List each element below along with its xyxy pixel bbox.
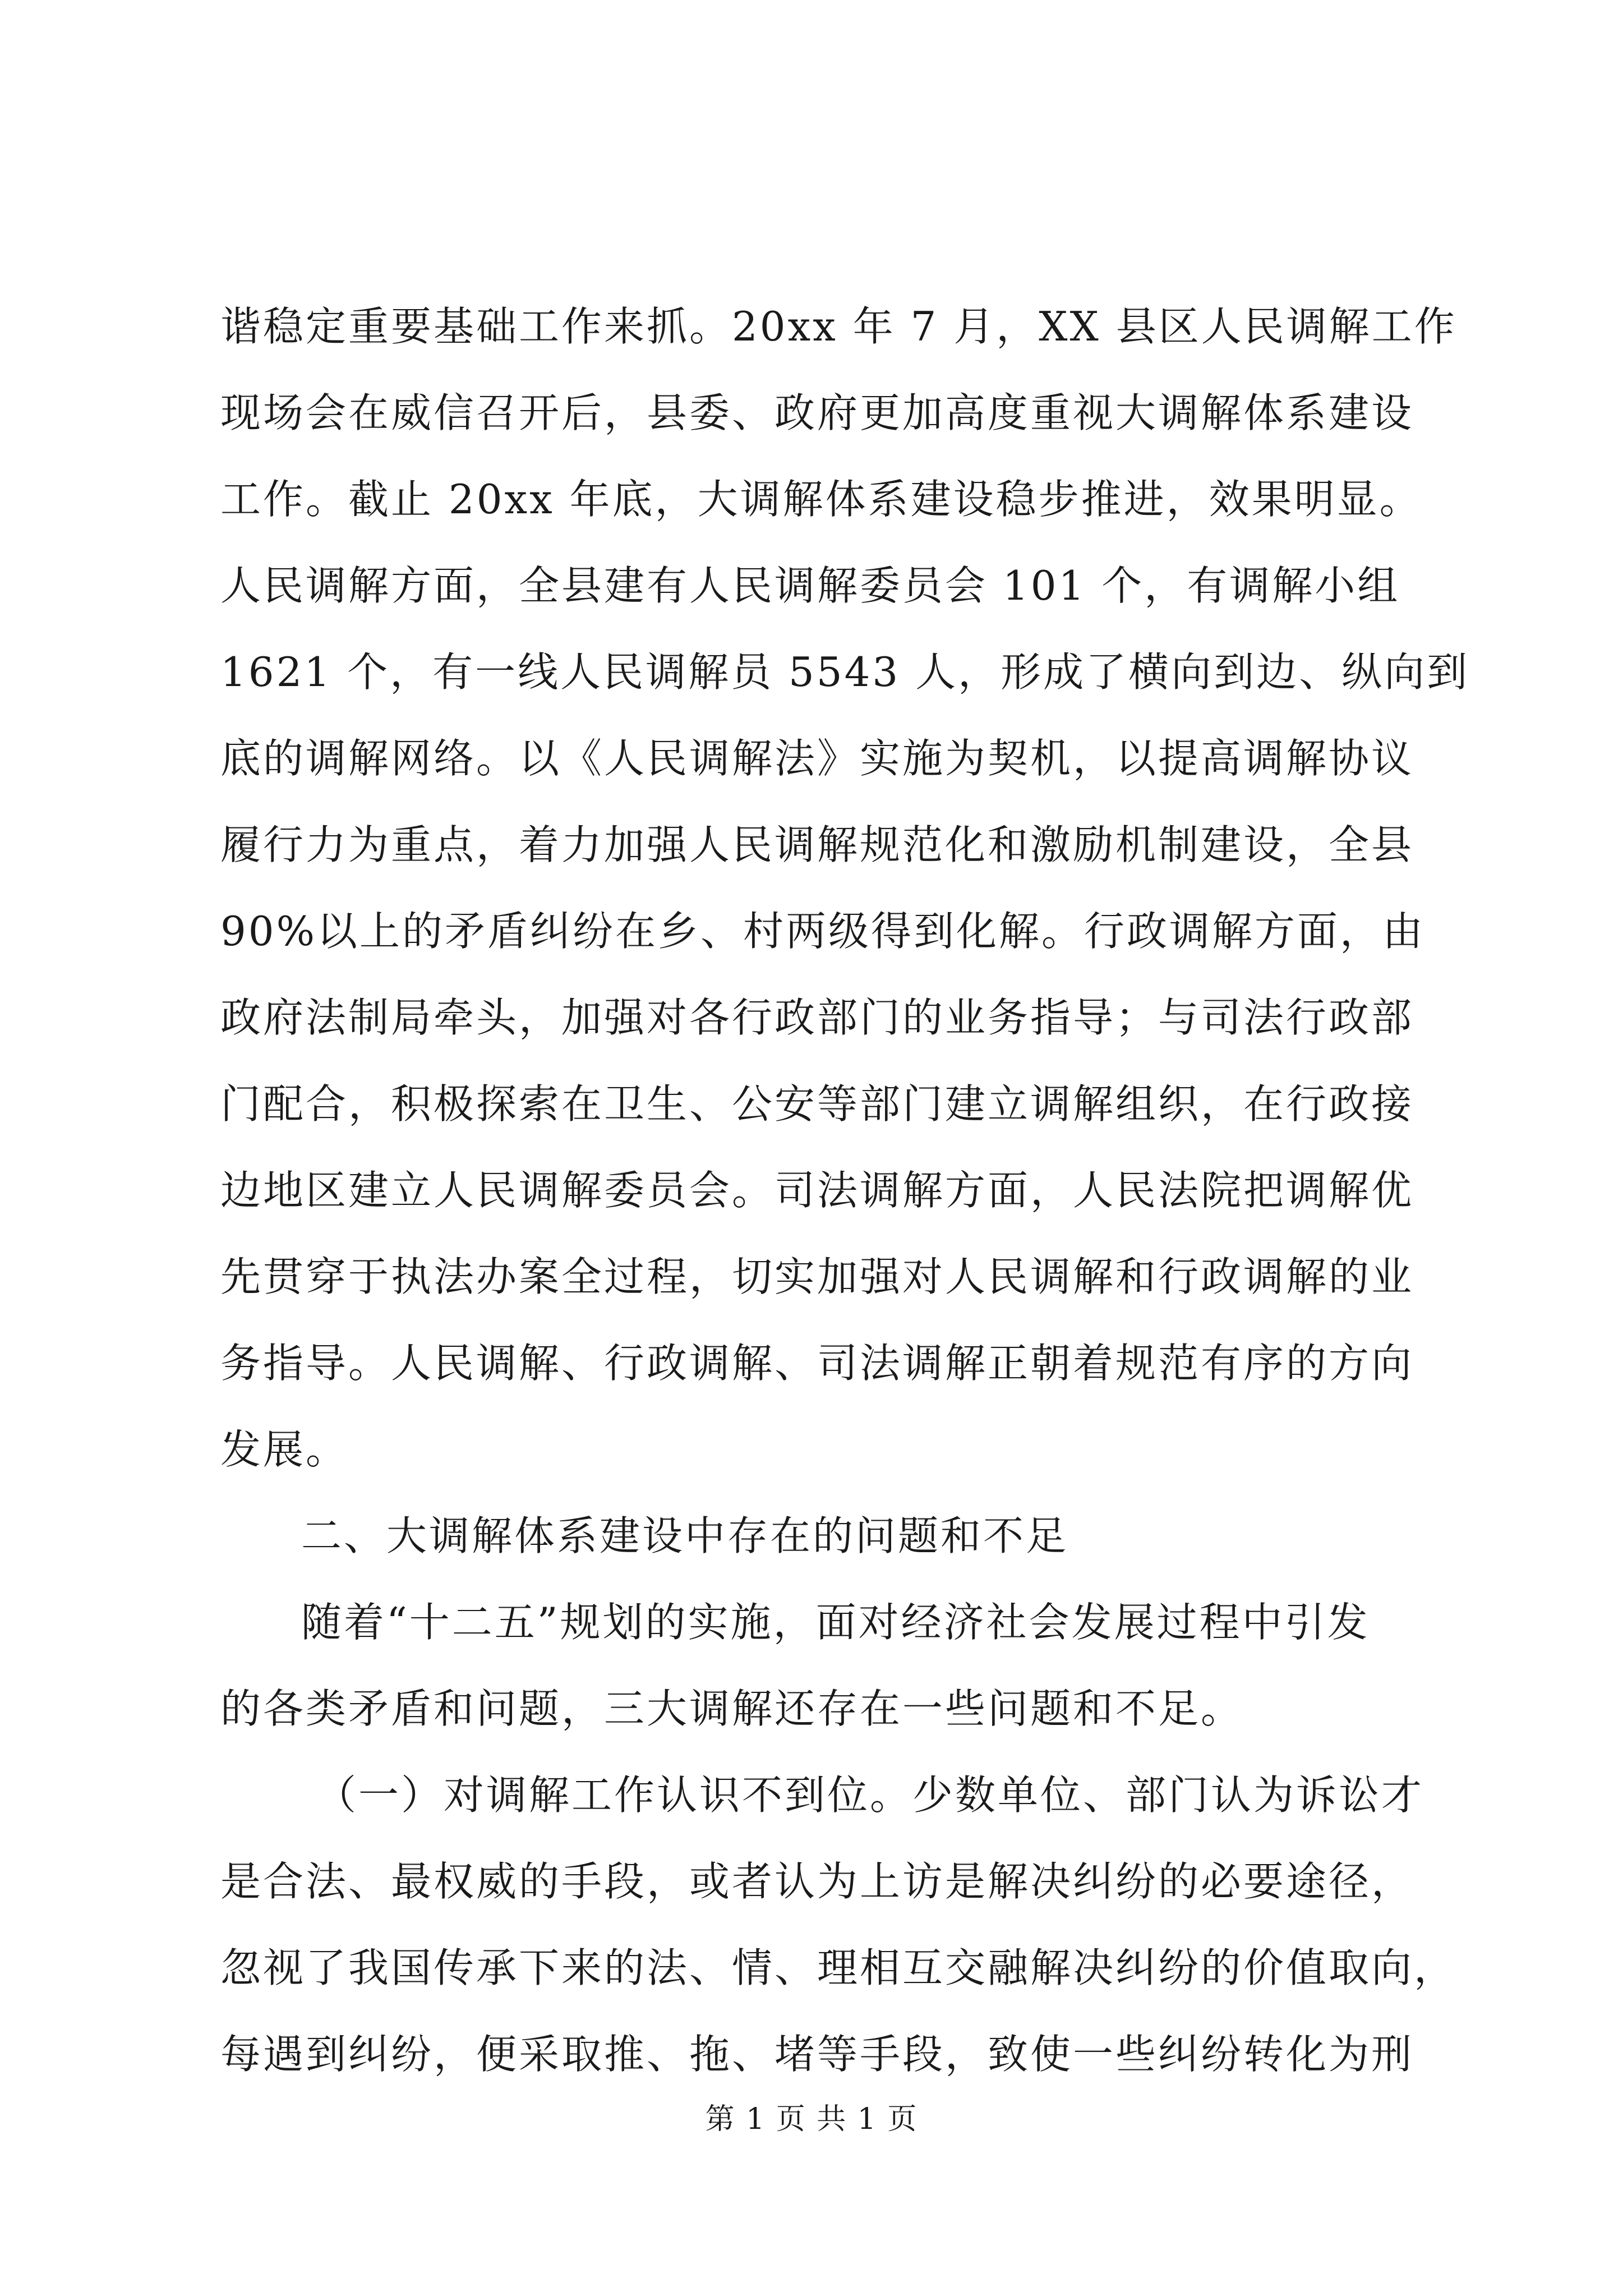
text-line: 的各类矛盾和问题，三大调解还存在一些问题和不足。 xyxy=(220,1685,1244,1732)
text-line: 工作。截止 20xx 年底，大调解体系建设稳步推进，效果明显。 xyxy=(220,476,1422,523)
text-line: 每遇到纠纷，便采取推、拖、堵等手段，致使一些纠纷转化为刑 xyxy=(220,2031,1414,2078)
text-line: 现场会在威信召开后，县委、政府更加高度重视大调解体系建设 xyxy=(220,389,1414,436)
text-line: 忽视了我国传承下来的法、情、理相互交融解决纠纷的价值取向， xyxy=(220,1944,1457,1991)
text-line: 谐稳定重要基础工作来抓。20xx 年 7 月，XX 县区人民调解工作 xyxy=(220,303,1457,350)
text-line: 边地区建立人民调解委员会。司法调解方面，人民法院把调解优 xyxy=(220,1167,1414,1214)
text-line: 先贯穿于执法办案全过程，切实加强对人民调解和行政调解的业 xyxy=(220,1253,1414,1300)
text-line: 务指导。人民调解、行政调解、司法调解正朝着规范有序的方向 xyxy=(220,1340,1414,1387)
subsection-first-line: （一）对调解工作认识不到位。少数单位、部门认为诉讼才 xyxy=(316,1772,1424,1819)
text-line: 90%以上的矛盾纠纷在乡、村两级得到化解。行政调解方面，由 xyxy=(220,908,1426,955)
text-line: 发展。 xyxy=(220,1426,349,1473)
text-line: 1621 个，有一线人民调解员 5543 人，形成了横向到边、纵向到 xyxy=(220,648,1470,696)
text-line: 人民调解方面，全县建有人民调解委员会 101 个，有调解小组 xyxy=(220,562,1400,609)
paragraph-first-line: 随着“十二五”规划的实施，面对经济社会发展过程中引发 xyxy=(301,1599,1370,1646)
text-line: 底的调解网络。以《人民调解法》实施为契机，以提高调解协议 xyxy=(220,735,1414,782)
page-footer: 第 1 页 共 1 页 xyxy=(705,2102,918,2136)
text-line: 履行力为重点，着力加强人民调解规范化和激励机制建设，全县 xyxy=(220,821,1414,868)
text-line: 政府法制局牵头，加强对各行政部门的业务指导；与司法行政部 xyxy=(220,994,1414,1041)
document-body xyxy=(220,283,1470,2097)
section-heading: 二、大调解体系建设中存在的问题和不足 xyxy=(301,1512,1069,1559)
text-line: 门配合，积极探索在卫生、公安等部门建立调解组织，在行政接 xyxy=(220,1080,1414,1128)
text-line: 是合法、最权威的手段，或者认为上访是解决纠纷的必要途径， xyxy=(220,1858,1414,1905)
